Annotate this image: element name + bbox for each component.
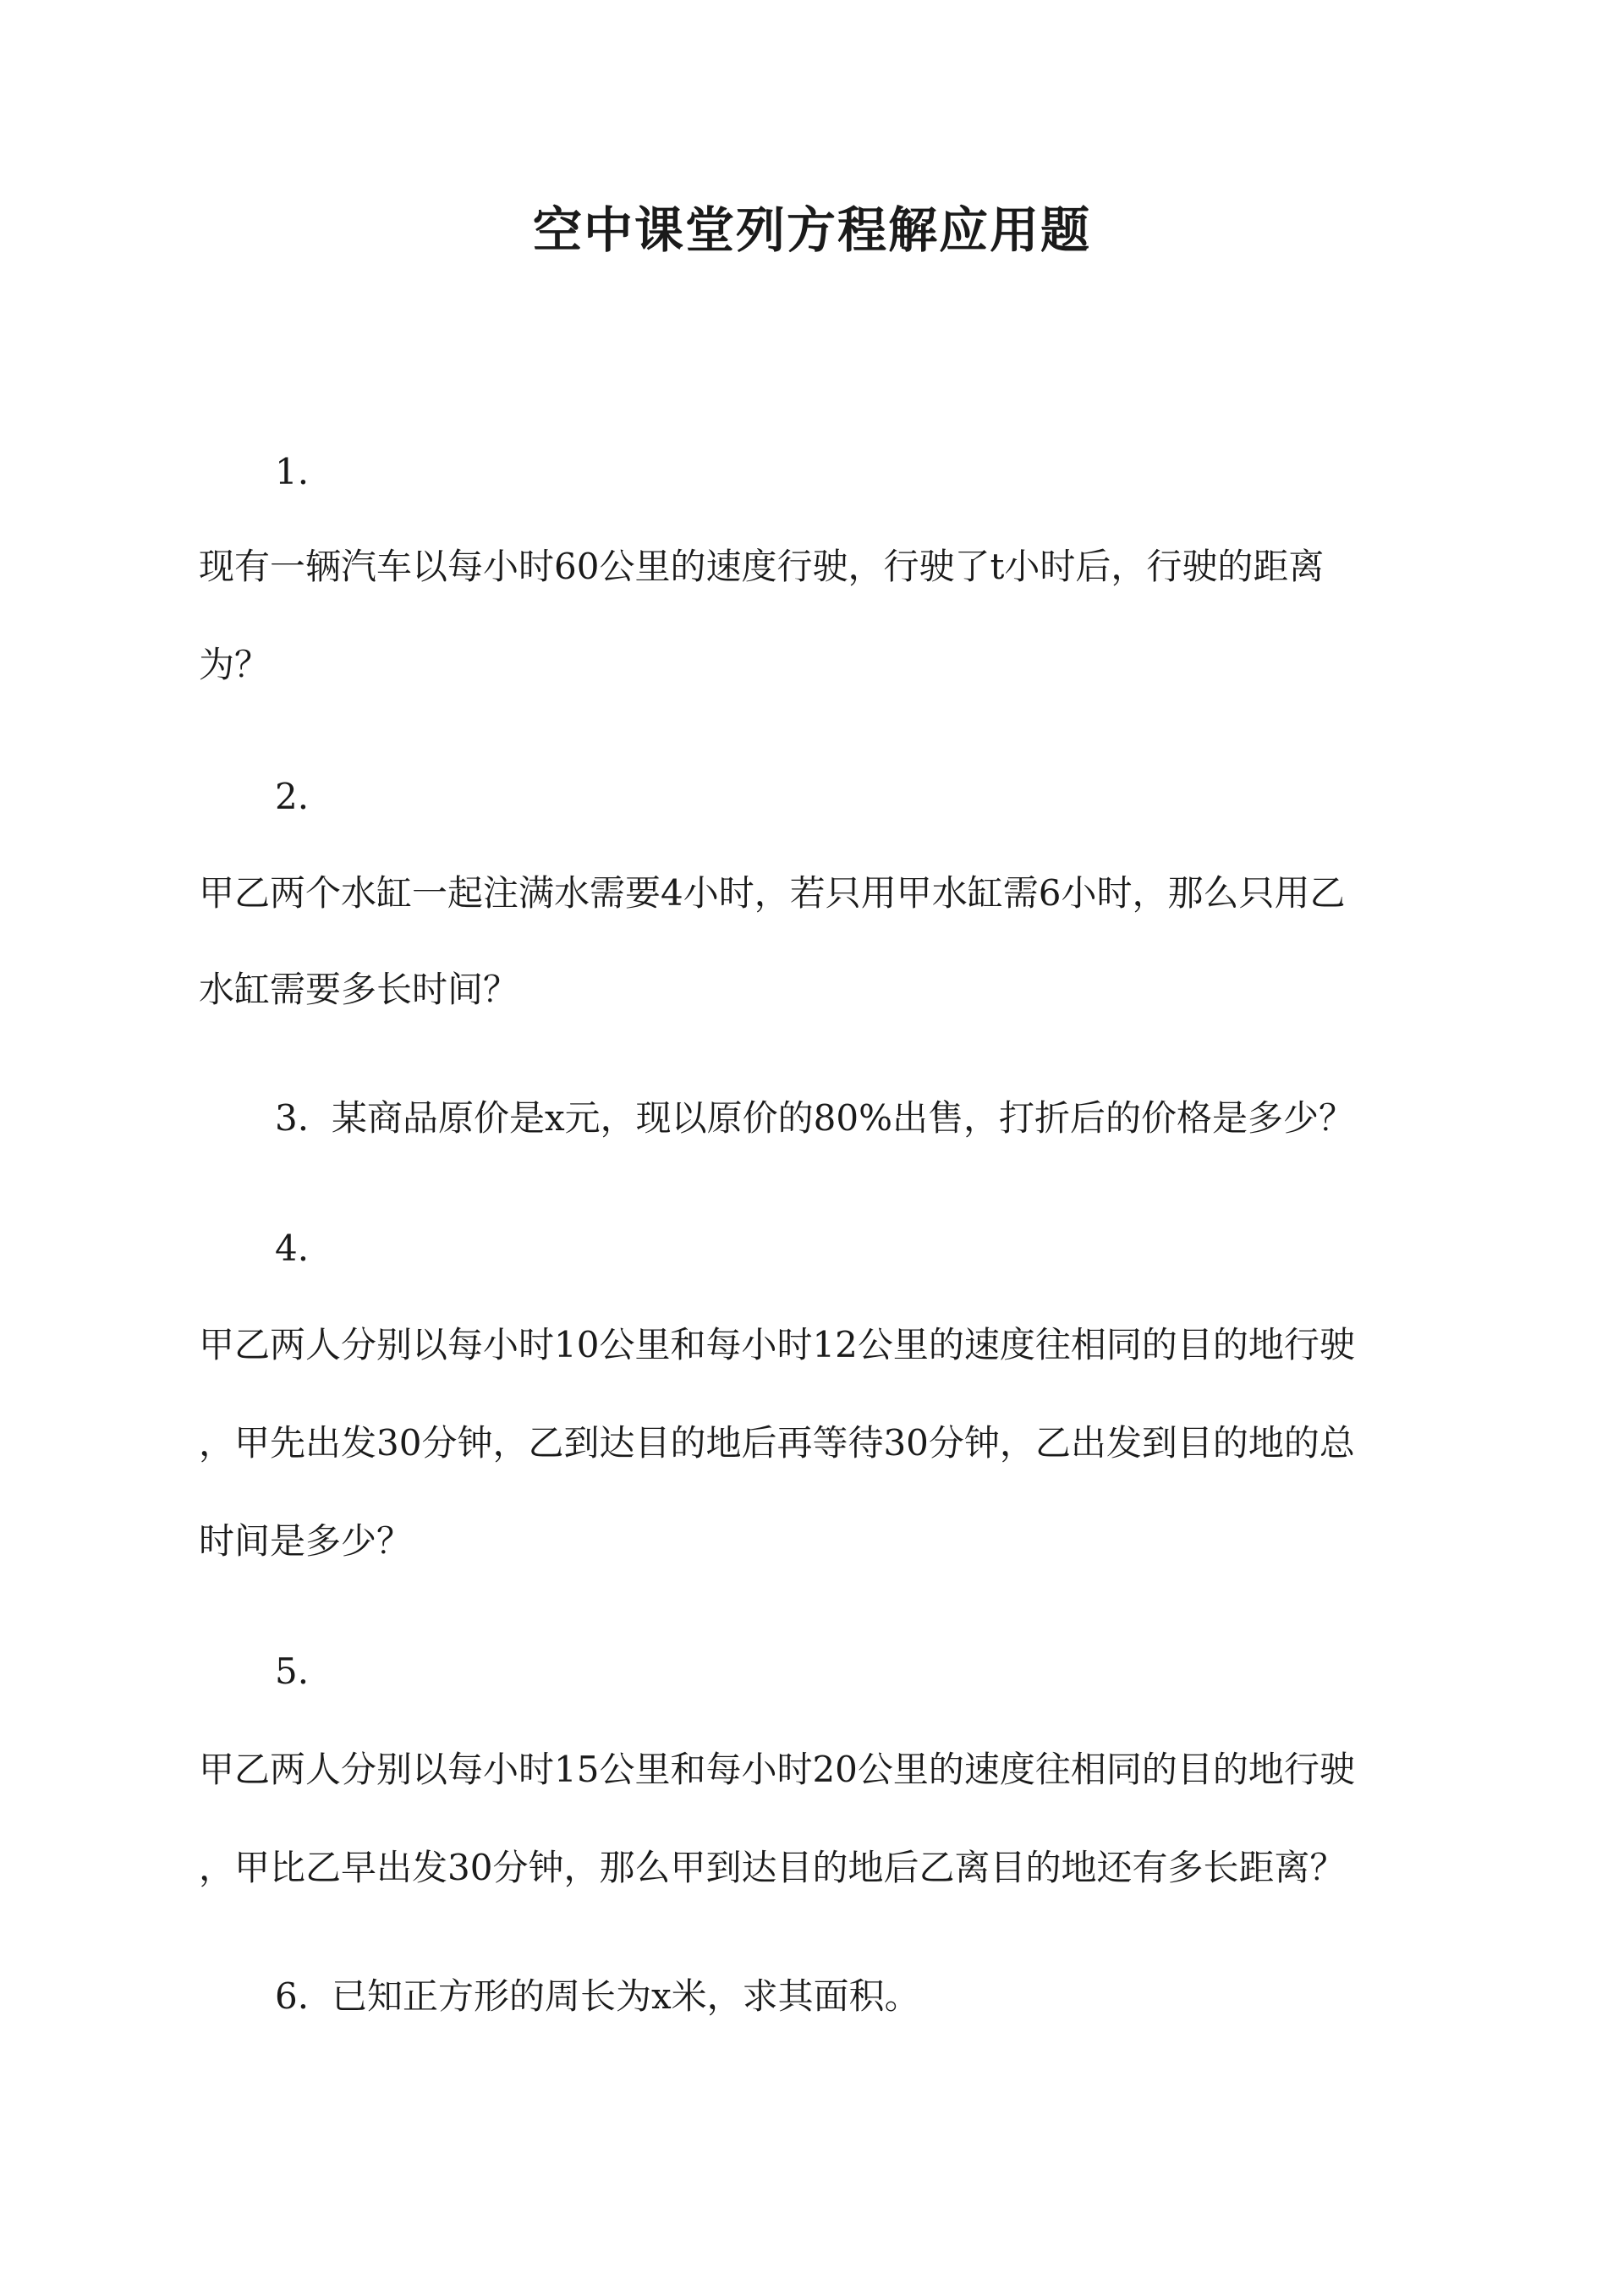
question-2-number: 2. — [275, 776, 310, 817]
question-6-text: 已知正方形的周长为x米，求其面积。 — [332, 1975, 920, 2017]
question-1-number: 1. — [275, 451, 310, 492]
question-4-text-line-2: ，甲先出发30分钟，乙到达目的地后再等待30分钟，乙出发到目的地的总 — [199, 1422, 1355, 1464]
question-4-text-line-1: 甲乙两人分别以每小时10公里和每小时12公里的速度往相同的目的地行驶 — [199, 1324, 1355, 1365]
question-2-text-line-2: 水缸需要多长时间？ — [199, 969, 519, 1010]
question-1-text-line-1: 现有一辆汽车以每小时60公里的速度行驶，行驶了t小时后，行驶的距离 — [199, 546, 1325, 587]
question-5-text-line-1: 甲乙两人分别以每小时15公里和每小时20公里的速度往相同的目的地行驶 — [199, 1749, 1355, 1790]
question-5-number: 5. — [275, 1651, 310, 1692]
question-3-text: 某商品原价是x元，现以原价的80%出售，打折后的价格是多少？ — [332, 1097, 1355, 1139]
question-2-text-line-1: 甲乙两个水缸一起注满水需要4小时，若只用甲水缸需6小时，那么只用乙 — [199, 872, 1346, 914]
question-5-text-line-2: ，甲比乙早出发30分钟，那么甲到达目的地后乙离目的地还有多长距离？ — [199, 1847, 1346, 1888]
question-4-text-line-3: 时间是多少？ — [199, 1520, 413, 1562]
question-1-text-line-2: 为？ — [199, 644, 271, 685]
question-3-number: 3. — [275, 1097, 310, 1139]
question-6-number: 6. — [275, 1975, 310, 2017]
question-4-number: 4. — [275, 1228, 310, 1269]
document-title: 空中课堂列方程解应用题 — [532, 201, 1091, 259]
